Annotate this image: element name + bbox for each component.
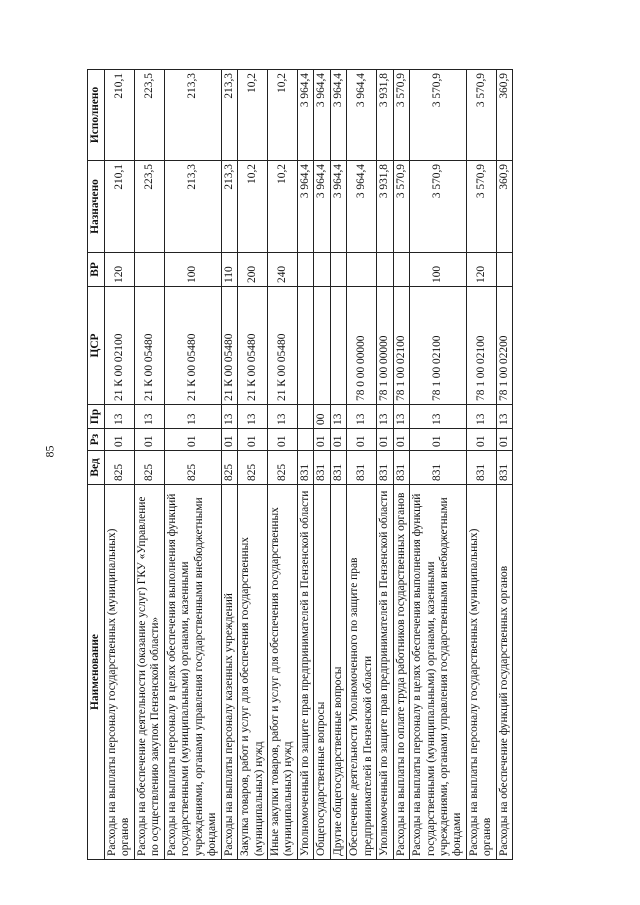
vr-cell: 110: [221, 253, 237, 287]
executed-cell: 3 964,4: [347, 70, 377, 161]
pr-cell: 13: [238, 405, 268, 429]
executed-cell: 3 964,4: [297, 70, 313, 161]
executed-cell: 10,2: [267, 70, 297, 161]
vr-cell: 240: [267, 253, 297, 287]
assigned-cell: 213,3: [221, 161, 237, 253]
name-cell: Обеспечение деятельности Уполномоченного по защите прав предпринимателей в Пензенской области: [347, 485, 377, 860]
table-row: [314, 70, 330, 860]
col-header-executed: Исполнено: [88, 70, 105, 161]
table-row: [393, 70, 409, 860]
vr-cell: [330, 253, 346, 287]
ved-cell: 831: [314, 451, 330, 485]
assigned-cell: 3 964,4: [314, 161, 330, 253]
assigned-cell: 3 570,9: [410, 161, 467, 253]
assigned-cell: 223,5: [134, 161, 164, 253]
rz-cell: 01: [238, 429, 268, 451]
vr-cell: [134, 253, 164, 287]
csr-cell: 21 К 00 05480: [134, 287, 164, 405]
executed-cell: 10,2: [238, 70, 268, 161]
name-cell: Расходы на выплаты персоналу государственных (муниципальных) органов: [466, 485, 496, 860]
rz-cell: 01: [410, 429, 467, 451]
executed-cell: 3 570,9: [410, 70, 467, 161]
vr-cell: 120: [466, 253, 496, 287]
ved-cell: 831: [466, 451, 496, 485]
ved-cell: 831: [410, 451, 467, 485]
assigned-cell: 3 570,9: [466, 161, 496, 253]
name-cell: Расходы на обеспечение деятельности (оказание услуг) ГКУ «Управление по осуществлению закупок Пензенской области»: [134, 485, 164, 860]
col-header-rz: Рз: [88, 429, 105, 451]
vr-cell: 100: [410, 253, 467, 287]
name-cell: Другие общегосударственные вопросы: [330, 485, 346, 860]
name-cell: Расходы на выплаты персоналу казенных учреждений: [221, 485, 237, 860]
ved-cell: 831: [496, 451, 512, 485]
rz-cell: 01: [267, 429, 297, 451]
csr-cell: [330, 287, 346, 405]
table-row: [267, 70, 297, 860]
vr-cell: [393, 253, 409, 287]
ved-cell: 825: [238, 451, 268, 485]
rz-cell: 01: [330, 429, 346, 451]
ved-cell: 825: [134, 451, 164, 485]
pr-cell: 13: [267, 405, 297, 429]
csr-cell: 21 К 00 05480: [164, 287, 221, 405]
assigned-cell: 3 964,4: [330, 161, 346, 253]
vr-cell: [297, 253, 313, 287]
assigned-cell: 3 570,9: [393, 161, 409, 253]
csr-cell: 78 1 00 02100: [466, 287, 496, 405]
assigned-cell: 3 964,4: [347, 161, 377, 253]
vr-cell: [347, 253, 377, 287]
table-body: [105, 70, 513, 860]
executed-cell: 3 570,9: [466, 70, 496, 161]
name-cell: Расходы на выплаты по оплате труда работников государственных органов: [393, 485, 409, 860]
table-row: [164, 70, 221, 860]
table-row: [105, 70, 135, 860]
col-header-vr: ВР: [88, 253, 105, 287]
pr-cell: 13: [134, 405, 164, 429]
executed-cell: 210,1: [105, 70, 135, 161]
pr-cell: 13: [393, 405, 409, 429]
pr-cell: 13: [164, 405, 221, 429]
rz-cell: 01: [164, 429, 221, 451]
assigned-cell: 213,3: [164, 161, 221, 253]
assigned-cell: 210,1: [105, 161, 135, 253]
csr-cell: 78 1 00 02100: [410, 287, 467, 405]
col-header-csr: ЦСР: [88, 287, 105, 405]
table-row: [221, 70, 237, 860]
table-row: [297, 70, 313, 860]
name-cell: Закупка товаров, работ и услуг для обеспечения государственных (муниципальных) нужд: [238, 485, 268, 860]
csr-cell: 78 1 00 02100: [393, 287, 409, 405]
ved-cell: 825: [164, 451, 221, 485]
vr-cell: [314, 253, 330, 287]
ved-cell: 831: [297, 451, 313, 485]
executed-cell: 360,9: [496, 70, 512, 161]
rz-cell: [297, 429, 313, 451]
executed-cell: 3 964,4: [314, 70, 330, 161]
table-row: [238, 70, 268, 860]
ved-cell: 825: [105, 451, 135, 485]
table-row: [134, 70, 164, 860]
ved-cell: 825: [267, 451, 297, 485]
rz-cell: 01: [393, 429, 409, 451]
name-cell: Общегосударственные вопросы: [314, 485, 330, 860]
rz-cell: 01: [347, 429, 377, 451]
pr-cell: 13: [221, 405, 237, 429]
col-header-assigned: Назначено: [88, 161, 105, 253]
pr-cell: 13: [466, 405, 496, 429]
assigned-cell: 10,2: [267, 161, 297, 253]
csr-cell: 78 1 00 02200: [496, 287, 512, 405]
executed-cell: 3 931,8: [377, 70, 393, 161]
ved-cell: 831: [347, 451, 377, 485]
table-row: [377, 70, 393, 860]
csr-cell: [314, 287, 330, 405]
vr-cell: [496, 253, 512, 287]
pr-cell: [297, 405, 313, 429]
rz-cell: 01: [496, 429, 512, 451]
table-row: [347, 70, 377, 860]
col-header-pr: Пр: [88, 405, 105, 429]
table-row: [410, 70, 467, 860]
pr-cell: 13: [105, 405, 135, 429]
budget-table: [87, 69, 513, 860]
rz-cell: 01: [105, 429, 135, 451]
col-header-ved: Вед: [88, 451, 105, 485]
vr-cell: [377, 253, 393, 287]
ved-cell: 831: [330, 451, 346, 485]
vr-cell: 200: [238, 253, 268, 287]
pr-cell: 13: [377, 405, 393, 429]
rz-cell: 01: [221, 429, 237, 451]
name-cell: Расходы на обеспечение функций государственных органов: [496, 485, 512, 860]
table-row: [496, 70, 512, 860]
name-cell: Уполномоченный по защите прав предпринимателей в Пензенской области: [377, 485, 393, 860]
table-row: [466, 70, 496, 860]
assigned-cell: 10,2: [238, 161, 268, 253]
header-row: [88, 70, 105, 860]
csr-cell: 78 1 00 00000: [377, 287, 393, 405]
pr-cell: 13: [347, 405, 377, 429]
assigned-cell: 360,9: [496, 161, 512, 253]
pr-cell: 00: [314, 405, 330, 429]
pr-cell: 13: [410, 405, 467, 429]
executed-cell: 213,3: [221, 70, 237, 161]
ved-cell: 825: [221, 451, 237, 485]
col-header-name: Наименование: [88, 485, 105, 860]
name-cell: Иные закупки товаров, работ и услуг для обеспечения государственных (муниципальных) нужд: [267, 485, 297, 860]
csr-cell: 21 К 00 05480: [238, 287, 268, 405]
executed-cell: 3 570,9: [393, 70, 409, 161]
vr-cell: 120: [105, 253, 135, 287]
rz-cell: 01: [134, 429, 164, 451]
ved-cell: 831: [377, 451, 393, 485]
table-row: [330, 70, 346, 860]
rz-cell: 01: [314, 429, 330, 451]
name-cell: Расходы на выплаты персоналу в целях обеспечения выполнения функций государственными (муниципальными) органами, казенными учреждениями, органами управления государственными внебюджетными фондами: [164, 485, 221, 860]
pr-cell: 13: [496, 405, 512, 429]
pr-cell: 13: [330, 405, 346, 429]
csr-cell: [297, 287, 313, 405]
rotated-document: [87, 70, 543, 860]
name-cell: Уполномоченный по защите прав предпринимателей в Пензенской области: [297, 485, 313, 860]
rz-cell: 01: [466, 429, 496, 451]
assigned-cell: 3 931,8: [377, 161, 393, 253]
assigned-cell: 3 964,4: [297, 161, 313, 253]
executed-cell: 3 964,4: [330, 70, 346, 161]
ved-cell: 831: [393, 451, 409, 485]
executed-cell: 213,3: [164, 70, 221, 161]
csr-cell: 21 К 00 02100: [105, 287, 135, 405]
executed-cell: 223,5: [134, 70, 164, 161]
name-cell: Расходы на выплаты персоналу в целях обеспечения выполнения функций государственными (муниципальными) органами, казенными учреждениями, органами управления государственными внебюджетными фондами: [410, 485, 467, 860]
rz-cell: 01: [377, 429, 393, 451]
csr-cell: 21 К 00 05480: [267, 287, 297, 405]
vr-cell: 100: [164, 253, 221, 287]
page-number: 85: [42, 445, 57, 458]
name-cell: Расходы на выплаты персоналу государственных (муниципальных) органов: [105, 485, 135, 860]
csr-cell: 78 0 00 00000: [347, 287, 377, 405]
csr-cell: 21 К 00 05480: [221, 287, 237, 405]
